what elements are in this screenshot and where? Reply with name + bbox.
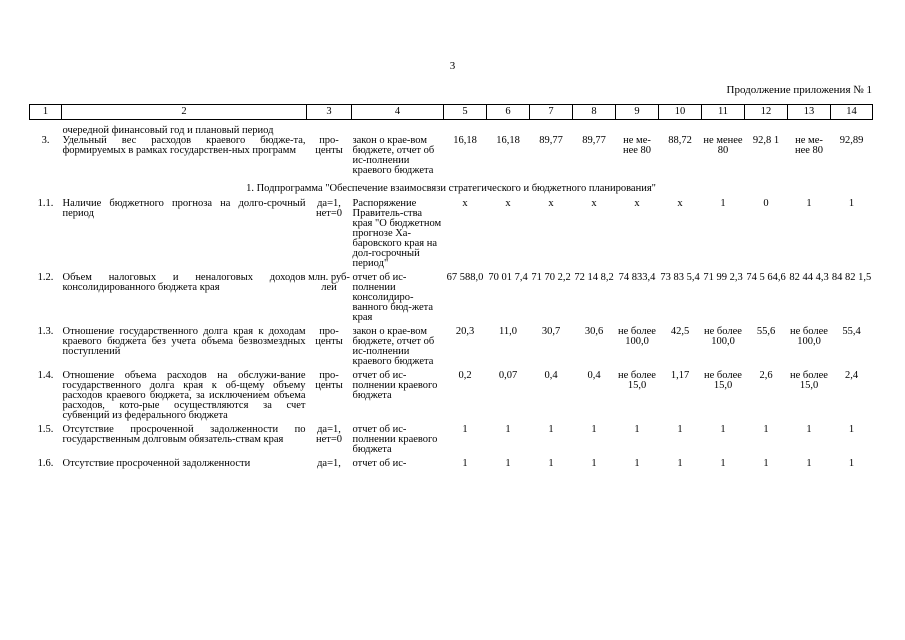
value-cell: 1 [462,424,468,435]
section-row [30,180,873,199]
row-number: 1.2. [37,272,54,283]
unit-cell: про-центы [315,135,343,156]
value-cell: 1,17 [670,370,690,381]
value-cell: 89,77 [582,135,606,146]
value-cell: 30,7 [541,326,561,337]
header-cell: 1 [30,105,62,120]
table-row [30,327,873,371]
continued-row [30,120,873,137]
value-cell: не более 100,0 [704,326,742,347]
header-cell: 12 [745,105,788,120]
value-cell: 0,4 [587,370,601,381]
unit-cell: про-центы [315,370,343,391]
row-number: 1.1. [37,198,54,209]
source-cell: отчет об ис-полнении краевого бюджета [352,424,438,455]
indicator-name: Наличие бюджетного прогноза на долго-срочный период [62,198,306,219]
value-cell: не ме-нее 80 [794,135,824,156]
table-row [30,136,873,180]
value-cell: не более 15,0 [704,370,742,391]
header-cell: 11 [702,105,745,120]
value-cell: x [677,198,683,209]
value-cell: 1 [848,198,855,209]
value-cell: 1 [720,458,726,469]
row-number: 1.5. [37,424,54,435]
value-cell: не менее 80 [703,135,743,156]
indicator-name: Отсутствие просроченной задолженности [62,458,251,469]
value-cell: 0,2 [458,370,472,381]
header-cell: 10 [659,105,702,120]
value-cell: 1 [591,424,597,435]
table-row [30,425,873,459]
row-number: 1.6. [37,458,54,469]
source-cell: отчет об ис-полнении консолидиро-ванного бюд-жета края [352,272,434,323]
value-cell: 1 [462,458,468,469]
row-number: 3. [41,135,50,146]
value-cell: 1 [763,424,769,435]
value-cell: 1 [806,198,812,209]
value-cell: 55,4 [842,326,861,337]
table-row [30,199,873,273]
indicator-name: Отношение объема расходов на обслужи-вание государственного долга края к об-щему объему расходов краевого бюджета, за исключением объема расходов, кото-рые осуществляются за счет субвенций из федерального бюджета [62,370,306,421]
value-cell: 92,8 1 [752,135,780,146]
section-title: 1. Подпрограмма "Обеспечение взаимосвязи стратегического и бюджетного планирования" [246,183,656,194]
value-cell: 73 83 5,4 [660,272,700,283]
header-cell: 6 [487,105,530,120]
value-cell: 1 [548,424,554,435]
value-cell: 30,6 [584,326,604,337]
value-cell: x [591,198,597,209]
value-cell: 0,07 [498,370,518,381]
value-cell: 74 5 64,6 [746,272,786,283]
value-cell: 1 [720,198,726,209]
source-cell: отчет об ис- [352,458,407,469]
value-cell: 84 82 1,5 [831,272,872,283]
unit-cell: да=1, [317,458,341,469]
indicator-name: Удельный вес расходов краевого бюдже-та, формируемых в рамках государствен-ных программ [62,135,306,156]
unit-cell: да=1, нет=0 [315,198,343,219]
value-cell: 92,89 [839,135,864,146]
value-cell: 1 [505,458,511,469]
value-cell: x [462,198,468,209]
value-cell: 1 [806,424,812,435]
header-cell: 7 [530,105,573,120]
indicators-table [29,104,873,473]
value-cell: 16,18 [453,135,477,146]
indicator-name: Отношение государственного долга края к доходам краевого бюджета без учета объема безвозмездных поступлений [62,326,306,357]
value-cell: 0,4 [544,370,558,381]
value-cell: 20,3 [455,326,475,337]
value-cell: 1 [505,424,511,435]
value-cell: 1 [591,458,597,469]
value-cell: 1 [548,458,554,469]
source-cell: Распоряжение Правитель-ства края "О бюджетном прогнозе Ха-баровского края на дол-госрочный период" [352,198,442,269]
value-cell: 11,0 [499,326,517,337]
value-cell: 1 [677,424,683,435]
value-cell: 71 99 2,3 [703,272,743,283]
value-cell: не более 100,0 [790,326,828,347]
table-row [30,371,873,425]
value-cell: x [505,198,511,209]
row-number: 1.3. [37,326,54,337]
header-cell: 13 [788,105,831,120]
value-cell: 42,5 [670,326,690,337]
table-row [30,459,873,473]
row-number: 1.4. [37,370,54,381]
value-cell: не более 15,0 [790,370,828,391]
value-cell: 1 [763,458,769,469]
header-cell: 5 [444,105,487,120]
value-cell: 1 [677,458,683,469]
value-cell: 89,77 [539,135,563,146]
value-cell: не более 100,0 [618,326,656,347]
unit-cell: млн. руб-лей [308,272,350,293]
value-cell: 1 [848,424,855,435]
value-cell: 1 [634,458,640,469]
value-cell: 74 833,4 [618,272,656,283]
value-cell: x [634,198,640,209]
value-cell: 70 01 7,4 [488,272,528,283]
header-cell: 4 [352,105,444,120]
value-cell: 16,18 [496,135,520,146]
value-cell: не более 15,0 [618,370,656,391]
value-cell: 2,6 [759,370,773,381]
indicator-name: Отсутствие просроченной задолженности по государственным долговым обязатель-ствам края [62,424,306,445]
header-cell: 8 [573,105,616,120]
table-row [30,273,873,327]
unit-cell: про-центы [315,326,343,347]
value-cell: x [548,198,554,209]
source-cell: закон о крае-вом бюджете, отчет об ис-полнении краевого бюджета [352,135,435,176]
value-cell: 82 44 4,3 [789,272,829,283]
header-cell: 2 [62,105,307,120]
value-cell: 67 588,0 [446,272,484,283]
value-cell: 71 70 2,2 [531,272,571,283]
source-cell: закон о крае-вом бюджете, отчет об ис-полнении краевого бюджета [352,326,435,367]
value-cell: не ме-нее 80 [622,135,652,156]
value-cell: 72 14 8,2 [574,272,614,283]
value-cell: 1 [720,424,726,435]
value-cell: 55,6 [756,326,776,337]
indicator-name: Объем налоговых и неналоговых доходов консолидированного бюджета края [62,272,306,293]
continued-text: очередной финансовый год и плановый период [62,125,274,136]
value-cell: 1 [806,458,812,469]
source-cell: отчет об ис-полнении краевого бюджета [352,370,438,401]
value-cell: 1 [634,424,640,435]
header-cell: 14 [831,105,873,120]
header-cell: 3 [307,105,352,120]
value-cell: 2,4 [844,370,859,381]
value-cell: 88,72 [668,135,692,146]
unit-cell: да=1, нет=0 [315,424,343,445]
header-cell: 9 [616,105,659,120]
continuation-label: Продолжение приложения № 1 [726,84,872,96]
header-row [30,105,873,120]
page-number: 3 [449,60,456,72]
value-cell: 1 [848,458,855,469]
value-cell: 0 [763,198,769,209]
